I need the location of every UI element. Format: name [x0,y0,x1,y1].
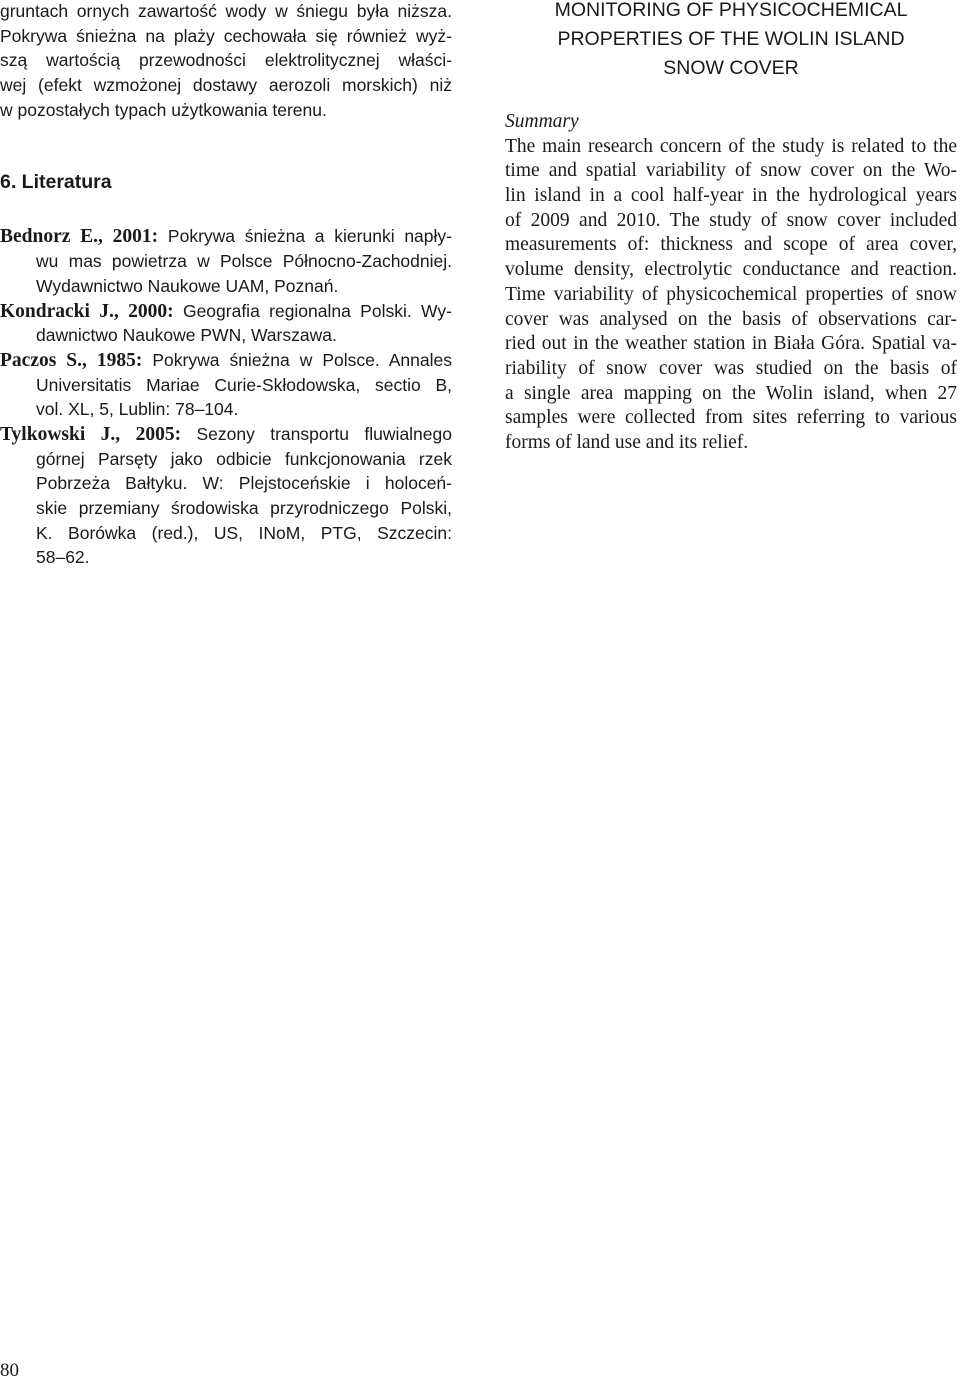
reference-line: Universitatis Mariae Curie-Skłodowska, sectio B, [36,374,452,395]
reference-entry [0,224,452,298]
reference-year: , 2001: [98,226,159,248]
left-column [0,0,452,570]
reference-line [0,348,452,373]
summary-line: riability of snow cover was studied on the basis of [505,357,957,379]
summary-line: cover was analysed on the basis of observations car- [505,308,957,330]
references-heading: 6. Literatura [0,171,112,194]
intro-line: wej (efekt wzmożonej dostawy aerozoli morskich) niż [0,75,452,96]
reference-text: Sezony transportu fluwialnego [181,423,452,444]
summary-line: time and spatial variability of snow cover on the Wo- [505,160,957,182]
reference-line: Pobrzeża Bałtyku. W: Plejstoceńskie i holoceń- [36,473,452,494]
title-line: MONITORING OF PHYSICOCHEMICAL [554,0,908,21]
page-number: 80 [0,1360,19,1381]
reference-list [0,224,452,570]
intro-line: Pokrywa śnieżna na plaży cechowała się również wyż- [0,25,452,46]
reference-line [0,422,452,447]
reference-line: górnej Parsęty jako odbicie funkcjonowania rzek [36,448,452,469]
intro-line: szą wartością przewodności elektrolitycznej właści- [0,50,452,71]
summary-body [505,135,957,456]
reference-line [0,299,452,324]
title-line: SNOW COVER [663,57,799,79]
reference-author: Bednorz E. [0,226,99,248]
reference-line: vol. XL, 5, Lublin: 78–104. [36,399,239,420]
title-line: PROPERTIES OF THE WOLIN ISLAND [557,28,905,50]
summary-line: ried out in the weather station in Biała Góra. Spatial va- [505,333,957,355]
reference-year: , 1985: [82,349,143,371]
intro-line: w pozostałych typach użytkowania terenu. [0,99,327,120]
summary-line: Time variability of physicochemical properties of snow [505,283,957,305]
summary-line: a single area mapping on the Wolin island, when 27 [505,382,957,404]
intro-line: gruntach ornych zawartość wody w śniegu była niższa. [0,1,452,21]
summary-heading: Summary [505,111,579,132]
reference-text: Pokrywa śnieżna w Polsce. Annales [142,349,452,370]
right-column [505,0,957,456]
reference-entry [0,422,452,570]
reference-line: K. Borówka (red.), US, INoM, PTG, Szczecin: [36,522,452,543]
reference-line: Wydawnictwo Naukowe UAM, Poznań. [36,275,339,296]
reference-year: , 2000: [113,300,174,322]
reference-text: Geografia regionalna Polski. Wy- [173,300,452,321]
summary-line: lin island in a cool half-year in the hydrological years [505,185,957,207]
reference-author: Tylkowski J. [0,423,116,445]
reference-entry [0,348,452,422]
summary-line: samples were collected from sites referring to various [505,407,957,429]
reference-line: skie przemiany środowiska przyrodniczego Polski, [36,498,452,518]
summary-line: forms of land use and its relief. [505,431,749,453]
reference-line [0,224,452,249]
reference-line: wu mas powietrza w Polsce Północno-Zachodniej. [36,251,452,272]
reference-author: Kondracki J. [0,300,114,322]
summary-line: of 2009 and 2010. The study of snow cover included [505,209,957,231]
reference-year: , 2005: [115,423,182,445]
summary-line: measurements of: thickness and scope of area cover, [505,234,957,256]
reference-text: Pokrywa śnieżna a kierunki napły- [158,226,452,247]
reference-line: 58–62. [36,547,90,568]
reference-author: Paczos S. [0,349,83,371]
reference-entry [0,299,452,348]
summary-line: volume density, electrolytic conductance and reaction. [505,259,957,281]
article-title [505,0,957,83]
summary-line: The main research concern of the study is related to the [505,135,957,157]
reference-line: dawnictwo Naukowe PWN, Warszawa. [36,325,337,346]
